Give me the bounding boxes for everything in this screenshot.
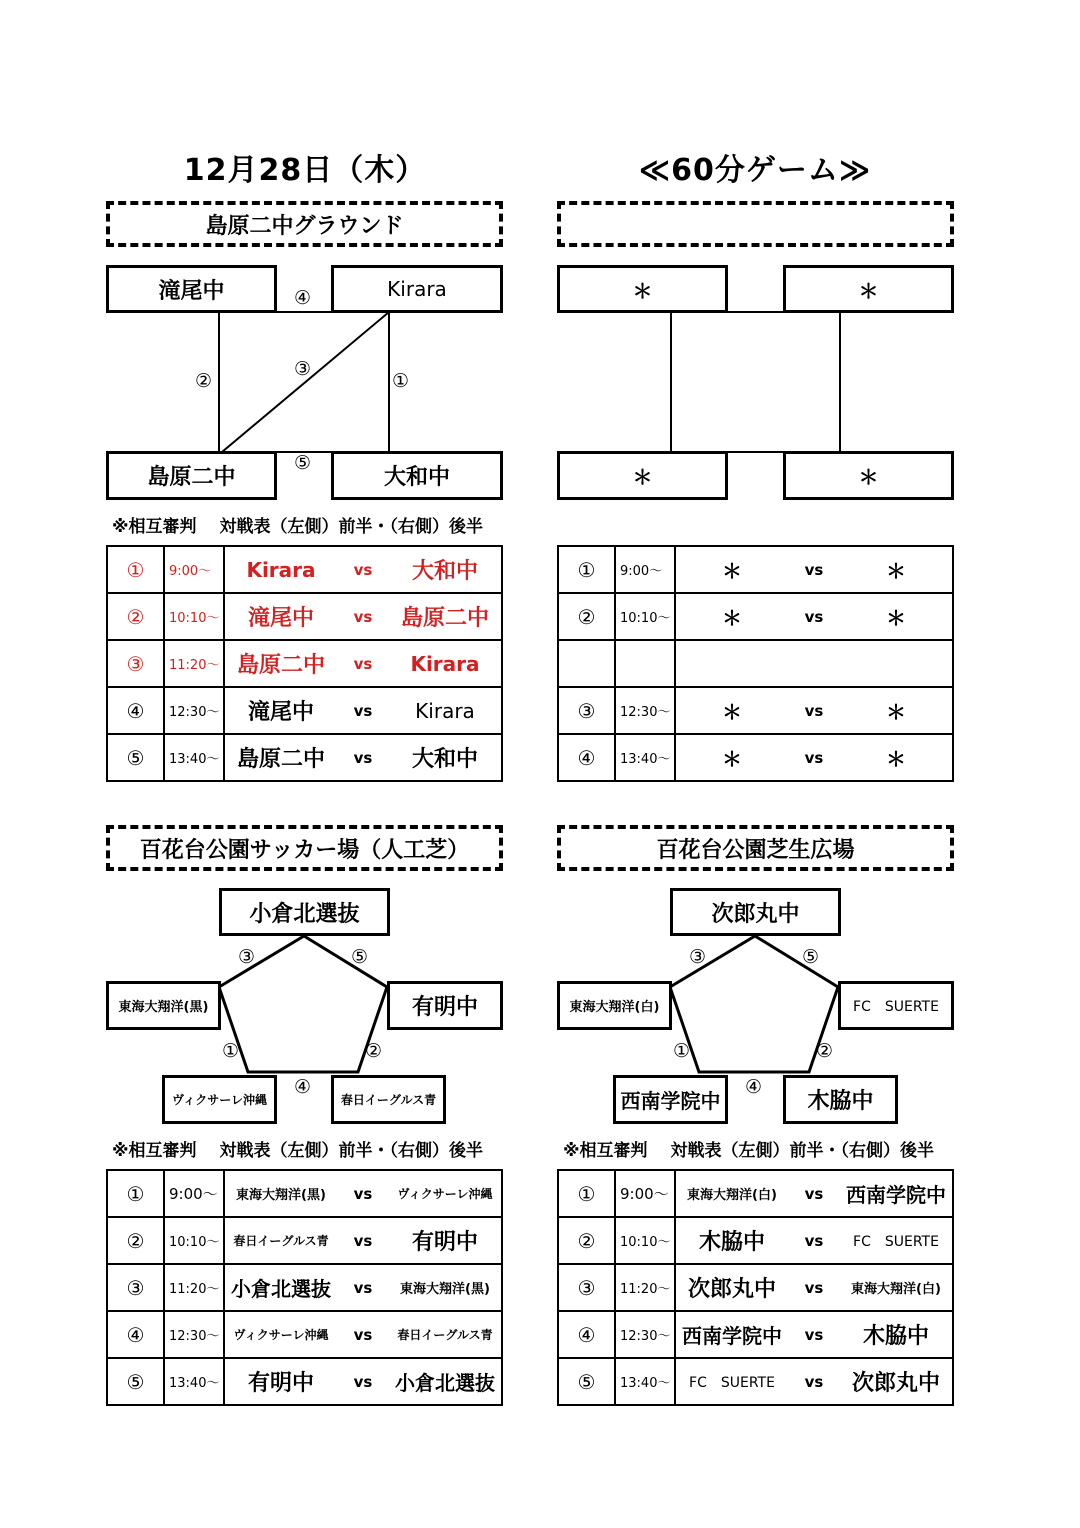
table-row <box>558 546 953 593</box>
match-no: ② <box>107 593 164 640</box>
home-team: 次郎丸中 <box>687 1277 776 1302</box>
vs-label: vs <box>804 1278 824 1297</box>
match-no: ③ <box>107 1264 164 1311</box>
team-box-takio: 滝尾中 <box>106 265 277 313</box>
away-team: 東海大翔洋(黒) <box>400 1282 490 1297</box>
table-row <box>107 734 502 781</box>
team-box-yamato: 大和中 <box>331 451 503 500</box>
team-box-jiromaru: 次郎丸中 <box>670 888 841 936</box>
vs-label: vs <box>353 1184 373 1203</box>
match-no: ⑤ <box>558 1358 615 1405</box>
match-time <box>615 640 675 687</box>
team-box-kiwaki: 木脇中 <box>783 1075 898 1124</box>
match-time: 9:00～ <box>164 546 224 593</box>
away-team: 東海大翔洋(白) <box>851 1282 941 1297</box>
vs-label: vs <box>804 1325 824 1344</box>
away-team: ＊ <box>886 559 906 583</box>
venue-name: 島原二中グラウンド <box>205 213 404 239</box>
away-team: ヴィクサーレ沖縄 <box>397 1187 493 1201</box>
away-team: 有明中 <box>411 1230 478 1255</box>
match-no: ① <box>107 1170 164 1217</box>
home-team: 木脇中 <box>698 1230 765 1255</box>
table-row <box>107 1311 502 1358</box>
table-row <box>107 687 502 734</box>
table-row <box>558 593 953 640</box>
home-team: 島原二中 <box>236 747 325 772</box>
match-time: 13:40～ <box>615 1358 675 1405</box>
referee-note: ※相互審判 対戦表（左側）前半・（右側）後半 <box>112 1141 483 1161</box>
match-label-ul: ③ <box>689 946 707 968</box>
vs-label: vs <box>353 1231 373 1250</box>
home-team: ＊ <box>722 700 742 724</box>
table-row <box>558 687 953 734</box>
home-team: 西南学院中 <box>682 1324 782 1348</box>
vs-label: vs <box>804 607 824 626</box>
home-team: 有明中 <box>247 1371 314 1396</box>
vs-label: vs <box>804 560 824 579</box>
match-label-ll: ① <box>673 1040 691 1062</box>
match-time: 9:00～ <box>164 1170 224 1217</box>
home-team: 滝尾中 <box>247 606 314 631</box>
table-row <box>558 1311 953 1358</box>
match-time: 10:10～ <box>164 1217 224 1264</box>
match-no: ① <box>107 546 164 593</box>
match-time: 10:10～ <box>615 1217 675 1264</box>
match-no: ② <box>558 593 615 640</box>
team-box-fc-suerte: FC SUERTE <box>838 981 954 1030</box>
away-team: 小倉北選抜 <box>395 1371 495 1395</box>
team-box-kasuga: 春日イーグルス青 <box>331 1075 446 1124</box>
team-box-vixale: ヴィクサーレ沖縄 <box>162 1075 277 1124</box>
vs-label: vs <box>353 560 373 579</box>
match-time: 10:10～ <box>615 593 675 640</box>
venue-shimabara <box>106 201 503 247</box>
home-team: 滝尾中 <box>247 700 314 725</box>
away-team: 大和中 <box>411 559 478 584</box>
home-team: 東海大翔洋(黒) <box>236 1188 326 1203</box>
match-time: 11:20～ <box>164 1264 224 1311</box>
vs-label: vs <box>804 748 824 767</box>
match-time: 11:20～ <box>615 1264 675 1311</box>
match-label-bottom: ④ <box>294 1076 312 1098</box>
game-type-title: ≪60分ゲーム≫ <box>638 153 872 188</box>
match-label-left: ② <box>195 370 213 392</box>
match-no: ③ <box>558 687 615 734</box>
match-time: 12:30～ <box>615 687 675 734</box>
match-label-lr: ② <box>816 1040 834 1062</box>
vs-label: vs <box>804 1372 824 1391</box>
away-team: 大和中 <box>411 747 478 772</box>
away-team: 次郎丸中 <box>851 1371 940 1396</box>
match-label-top: ④ <box>294 287 312 309</box>
match-time: 9:00～ <box>615 1170 675 1217</box>
vs-label: vs <box>804 1231 824 1250</box>
match-no: ④ <box>107 687 164 734</box>
vs-label: vs <box>804 1184 824 1203</box>
match-label-diag: ③ <box>294 358 312 380</box>
match-label-ur: ⑤ <box>351 946 369 968</box>
team-box-placeholder: ＊ <box>557 451 728 500</box>
team-box-tokai-black: 東海大翔洋(黒) <box>106 981 221 1030</box>
schedule-hyakkadai-soccer <box>106 1169 503 1406</box>
match-no: ① <box>558 1170 615 1217</box>
vs-label: vs <box>804 701 824 720</box>
away-team: 春日イーグルス青 <box>397 1328 493 1342</box>
away-team: ＊ <box>886 606 906 630</box>
away-team: Kirara <box>410 651 480 676</box>
match-label-bottom: ⑤ <box>294 452 312 474</box>
match-time: 9:00～ <box>615 546 675 593</box>
table-row <box>107 1170 502 1217</box>
referee-note: ※相互審判 対戦表（左側）前半・（右側）後半 <box>112 517 483 537</box>
match-no: ② <box>558 1217 615 1264</box>
table-row <box>107 1217 502 1264</box>
match-label-bottom: ④ <box>745 1076 763 1098</box>
match-time: 13:40～ <box>164 734 224 781</box>
table-row <box>107 1358 502 1405</box>
home-team: ＊ <box>722 606 742 630</box>
match-time: 12:30～ <box>615 1311 675 1358</box>
match-time: 12:30～ <box>164 1311 224 1358</box>
match-time: 11:20～ <box>164 640 224 687</box>
team-box-kokura-kita: 小倉北選抜 <box>219 888 390 936</box>
match-time: 12:30～ <box>164 687 224 734</box>
team-box-tokai-white: 東海大翔洋(白) <box>557 981 672 1030</box>
match-time: 13:40～ <box>164 1358 224 1405</box>
home-team: ヴィクサーレ沖縄 <box>233 1328 329 1342</box>
team-box-placeholder: ＊ <box>783 451 954 500</box>
vs-label: vs <box>353 607 373 626</box>
match-no: ① <box>558 546 615 593</box>
team-box-seinan: 西南学院中 <box>613 1075 728 1124</box>
home-team: 島原二中 <box>236 653 325 678</box>
home-team: 小倉北選抜 <box>231 1277 331 1301</box>
vs-label: vs <box>353 1325 373 1344</box>
match-no: ④ <box>558 734 615 781</box>
match-label-ll: ① <box>222 1040 240 1062</box>
match-label-right: ① <box>392 370 410 392</box>
match-no: ② <box>107 1217 164 1264</box>
match-label-lr: ② <box>365 1040 383 1062</box>
match-no: ⑤ <box>107 1358 164 1405</box>
vs-label: vs <box>353 1278 373 1297</box>
match-no: ③ <box>107 640 164 687</box>
vs-label: vs <box>353 701 373 720</box>
match-no: ⑤ <box>107 734 164 781</box>
away-team: ＊ <box>886 700 906 724</box>
match-no <box>558 640 615 687</box>
table-row <box>558 1264 953 1311</box>
match-no: ③ <box>558 1264 615 1311</box>
away-team: FC SUERTE <box>853 1233 939 1250</box>
away-team: ＊ <box>886 747 906 771</box>
match-no: ④ <box>558 1311 615 1358</box>
away-team: 島原二中 <box>400 606 489 631</box>
venue-name: 百花台公園サッカー場（人工芝） <box>139 837 470 863</box>
home-team: 東海大翔洋(白) <box>687 1188 777 1203</box>
home-team: ＊ <box>722 747 742 771</box>
table-row <box>107 593 502 640</box>
away-team: Kirara <box>415 698 475 723</box>
vs-label: vs <box>353 654 373 673</box>
vs-label: vs <box>353 1372 373 1391</box>
match-label-ur: ⑤ <box>802 946 820 968</box>
match-time: 13:40～ <box>615 734 675 781</box>
match-no: ④ <box>107 1311 164 1358</box>
table-row <box>107 1264 502 1311</box>
table-row <box>107 640 502 687</box>
away-team: 西南学院中 <box>846 1183 946 1207</box>
venue-blank <box>557 201 954 247</box>
team-box-placeholder: ＊ <box>557 265 728 313</box>
team-box-placeholder: ＊ <box>783 265 954 313</box>
team-box-shimabara2: 島原二中 <box>106 451 277 500</box>
date-title: 12月28日（木） <box>183 153 427 188</box>
team-box-kirara: Kirara <box>331 265 503 313</box>
home-team: FC SUERTE <box>689 1374 775 1391</box>
schedule-shimabara <box>106 545 503 782</box>
table-row <box>558 734 953 781</box>
table-row <box>558 1170 953 1217</box>
venue-name: 百花台公園芝生広場 <box>656 837 855 863</box>
schedule-hyakkadai-lawn <box>557 1169 954 1406</box>
match-label-ul: ③ <box>238 946 256 968</box>
match-time: 10:10～ <box>164 593 224 640</box>
table-row <box>107 546 502 593</box>
table-row <box>558 1358 953 1405</box>
table-row <box>558 1217 953 1264</box>
home-team: ＊ <box>722 559 742 583</box>
away-team: 木脇中 <box>862 1324 929 1349</box>
schedule-blank <box>557 545 954 782</box>
table-row <box>558 640 953 687</box>
venue-hyakkadai-lawn <box>557 825 954 871</box>
home-team: 春日イーグルス青 <box>233 1234 329 1248</box>
venue-hyakkadai-soccer <box>106 825 503 871</box>
team-box-ariake: 有明中 <box>387 981 503 1030</box>
vs-label: vs <box>353 748 373 767</box>
referee-note: ※相互審判 対戦表（左側）前半・（右側）後半 <box>563 1141 934 1161</box>
home-team: Kirara <box>246 557 316 582</box>
